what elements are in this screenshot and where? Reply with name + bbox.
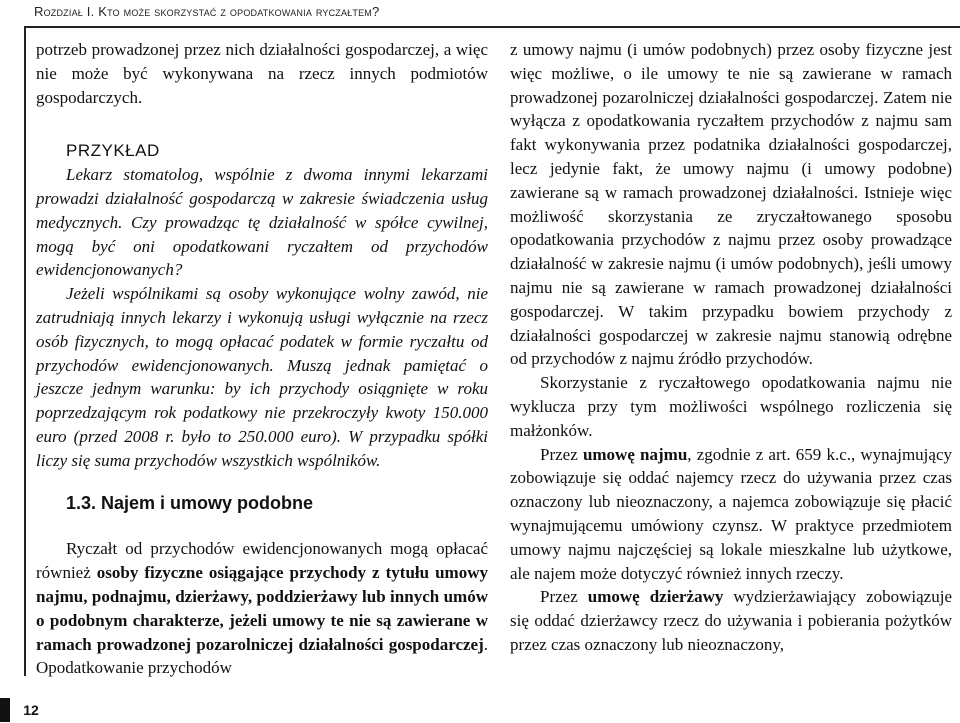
paragraph-lease: [510, 443, 952, 586]
bold-text: umowę dzierżawy: [587, 587, 724, 607]
page-number: [14, 698, 48, 722]
text-span: Ryczałt od przychodów ewidencjonowanych mogą opłacać również: [36, 539, 488, 583]
text-span: , zgodnie z art. 659 k.c., wynajmujący zobowiązuje się oddać najemcy rzecz do używania przez czas oznaczony lub nieoznaczony, a najemca zobowiązuje się płacić wynajmującemu umówiony czynsz. W praktyce przedmiotem umowy najmu najczęściej są lokale mieszkalne lub użytkowe, ale najem może dotyczyć również innych rzeczy.: [510, 444, 952, 583]
example-answer: Jeżeli wspólnikami są osoby wykonujące wolny zawód, nie zatrudniają innych lekarzy i wykonują usługi wyłącznie na rzecz osób fizycznych, to mogą opłacać podatek w formie ryczałtu od przychodów ewidencjonowanych. Muszą jednak pamiętać o jeszcze jednym warunku: by ich przychody osiągnięte w roku poprzedzającym rok podatkowy nie przekroczyły kwoty 150.000 euro (przed 2008 r. było to 250.000 euro). W przypadku spółki liczy się suma przychodów wszystkich wspólników.: [36, 284, 488, 470]
paragraph-continuation: potrzeb prowadzonej przez nich działalności gospodarczej, a więc nie może być wykonywana na rzecz innych podmiotów gospodarczych.: [36, 40, 488, 107]
text-span: . Opodatkowanie przychodów: [36, 634, 488, 678]
text-span: wydzierżawiający zobowiązuje się oddać dzierżawcy rzecz do używania i pobierania pożytków przez czas oznaczony lub nieoznaczony,: [510, 587, 952, 654]
example-question: Lekarz stomatolog, wspólnie z dwoma innymi lekarzami prowadzi działalność gospodarczą w zakresie świadczenia usług medycznych. Czy prowadząc tę działalność w spółce cywilnej, mogą być oni opodatkowani ryczałtem od przychodów ewidencjonowanych?: [36, 165, 488, 280]
example-heading: PRZYKŁAD: [66, 141, 160, 161]
running-header: Rozdział I. Kto może skorzystać z opodatkowania ryczałtem?: [34, 4, 380, 19]
text-span: Przez: [540, 587, 588, 607]
left-column: [36, 38, 488, 680]
paragraph-continuation: z umowy najmu (i umów podobnych) przez osoby fizyczne jest więc możliwe, o ile umowy te nie są zawierane w ramach prowadzonej pozarolniczej działalności gospodarczej. Zatem nie wyłącza z opodatkowania ryczałtem przychodów z najmu sam fakt wykonywania przez podatnika działalności gospodarczej, lecz jedynie fakt, że umowy najmu (i umowy podobne) zawierane są w ramach prowadzonej działalności. Istnieje więc możliwość skorzystania ze zryczałtowanego sposobu opodatkowania przychodów z najmu przez osoby prowadzące działalność w zakresie najmu (i umów podobnych), jeśli umowy najmu nie są zawierane w ramach prowadzonej działalności gospodarczej. W takim przypadku bowiem przychody z działalności gospodarczej w zakresie najmu stanowią odrębne od przychodów z najmu źródło przychodów.: [510, 40, 952, 369]
header-rule: [24, 26, 960, 28]
text-span: Przez: [540, 444, 583, 464]
page-number-marker: [0, 698, 10, 722]
page-number-text: 12: [23, 702, 39, 718]
paragraph-spouses: Skorzystanie z ryczałtowego opodatkowania najmu nie wyklucza przy tym możliwości wspólnego rozliczenia się małżonków.: [510, 373, 952, 440]
margin-rule: [24, 26, 26, 676]
right-column: [510, 38, 952, 657]
section-paragraph: [36, 537, 488, 680]
bold-text: osoby fizyczne osiągające przychody z tytułu umowy najmu, podnajmu, dzierżawy, poddzierżawy lub innych umów o podobnym charakterze, jeżeli umowy te nie są zawierane w ramach prowadzonej pozarolniczej działalności gospodarczej: [36, 563, 488, 654]
paragraph-tenancy: [510, 585, 952, 656]
bold-text: umowę najmu: [582, 444, 688, 464]
section-heading: 1.3. Najem i umowy podobne: [66, 492, 314, 513]
